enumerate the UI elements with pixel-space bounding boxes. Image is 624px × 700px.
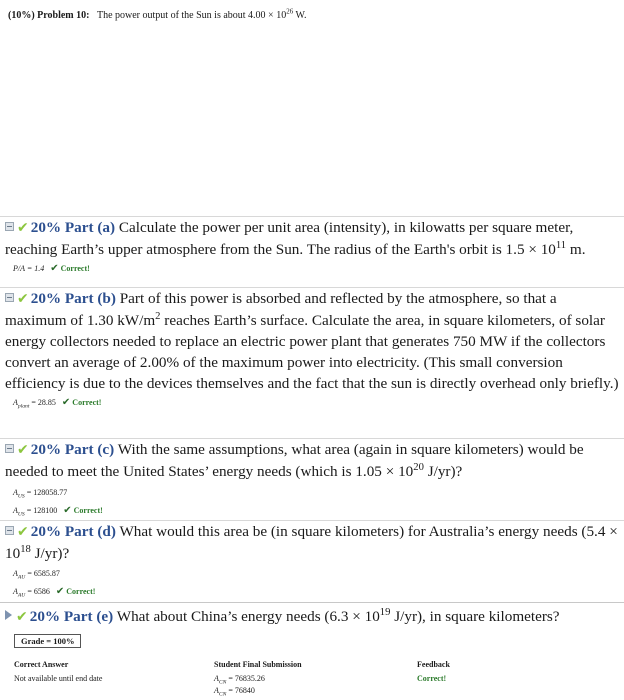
- collapse-icon[interactable]: [5, 222, 14, 231]
- correct-answer-value: Not available until end date: [14, 674, 103, 683]
- col-feedback: Feedback: [417, 660, 450, 669]
- checkmark-icon: ✔: [16, 609, 28, 625]
- expand-arrow-icon[interactable]: [5, 610, 12, 620]
- submission-2: $A_{CN} = 76840$: [214, 686, 255, 698]
- part-e-label: 20% Part (e): [29, 608, 114, 625]
- part-b-label: 20% Part (b): [30, 290, 116, 307]
- collapse-icon[interactable]: [5, 526, 14, 535]
- part-c-answer-row: [13, 505, 620, 517]
- checkmark-icon: ✔: [17, 442, 29, 458]
- part-d-submission: $A_{AU} = 6585.87$: [13, 569, 60, 581]
- collapse-icon[interactable]: [5, 293, 14, 302]
- part-d-question: What would this area be (in square kilometers) for Australia’s energy needs ($5.4 \times 10^{18}$ J/yr)?: [5, 523, 618, 562]
- feedback-value: Correct!: [417, 674, 447, 683]
- problem-header: [8, 7, 616, 21]
- part-c-question: With the same assumptions, what area (again in square kilometers) would be needed to meet the United States’ energy needs (which is $1.05 \times 10^{20}$ J/yr)?: [5, 441, 584, 480]
- part-d: [0, 520, 624, 598]
- correct-check-icon: ✔: [61, 397, 71, 408]
- part-b-answer: $A_{plant} = 28.85$: [13, 398, 56, 410]
- part-e-question: What about China’s energy needs ($6.3 \times 10^{19}$ J/yr), in square kilometers?: [113, 606, 560, 625]
- part-d-label: 20% Part (d): [30, 523, 116, 540]
- part-c-submission: $A_{US} = 128058.77$: [13, 488, 68, 500]
- part-c-submission-row: [13, 487, 620, 499]
- part-d-answer-row: [13, 586, 620, 598]
- col-correct-answer: Correct Answer: [14, 660, 69, 669]
- checkmark-icon: ✔: [17, 524, 29, 540]
- part-a-status: Correct!: [60, 264, 90, 273]
- part-b: [0, 287, 624, 409]
- part-a-answer-row: [13, 263, 620, 275]
- checkmark-icon: ✔: [17, 220, 29, 236]
- part-d-answer: $A_{AU} = 6586$: [13, 587, 50, 599]
- part-a-question: Calculate the power per unit area (intensity), in kilowatts per square meter, reaching Earth’s upper atmosphere from the Sun. The radius of the Earth's orbit is $1.5 \times 10^{11}$ m.: [5, 219, 586, 258]
- checkmark-icon: ✔: [17, 291, 29, 307]
- problem-statement: The power output of the Sun is about $4.00 \times 10^{26}$ W.: [96, 7, 307, 21]
- correct-check-icon: ✔: [63, 505, 72, 516]
- part-c: [0, 438, 624, 517]
- part-a-label: 20% Part (a): [30, 219, 116, 236]
- part-a-answer: P/A = 1.4: [13, 264, 45, 273]
- part-c-status: Correct!: [73, 506, 103, 515]
- part-a: [0, 216, 624, 275]
- part-c-answer: $A_{US} = 128100$: [13, 506, 58, 518]
- part-d-submission-row: [13, 568, 620, 580]
- submission-1: $A_{CN} = 76835.26$: [214, 674, 265, 686]
- correct-check-icon: ✔: [50, 263, 59, 274]
- collapse-icon[interactable]: [5, 444, 14, 453]
- part-c-label: 20% Part (c): [30, 441, 115, 458]
- grade-badge: Grade = 100%: [14, 634, 81, 648]
- part-b-answer-row: [13, 397, 620, 409]
- problem-label: (10%) Problem 10:: [8, 10, 90, 21]
- correct-check-icon: ✔: [55, 586, 65, 597]
- part-d-status: Correct!: [66, 587, 96, 596]
- col-student-submission: Student Final Submission: [214, 660, 302, 669]
- part-b-status: Correct!: [72, 398, 102, 407]
- part-b-question: Part of this power is absorbed and reflected by the atmosphere, so that a maximum of 1.30 $kW/m^2$ reaches Earth’s surface. Calculate the area, in square kilometers, of solar energy collectors needed to replace an electric power plant that generates 750 MW if the collectors convert an average of 2.00% of the maximum power into electricity. (This small conversion efficiency is due to the devices themselves and the fact that the sun is directly overhead only briefly.): [5, 290, 619, 392]
- part-e: [0, 602, 624, 628]
